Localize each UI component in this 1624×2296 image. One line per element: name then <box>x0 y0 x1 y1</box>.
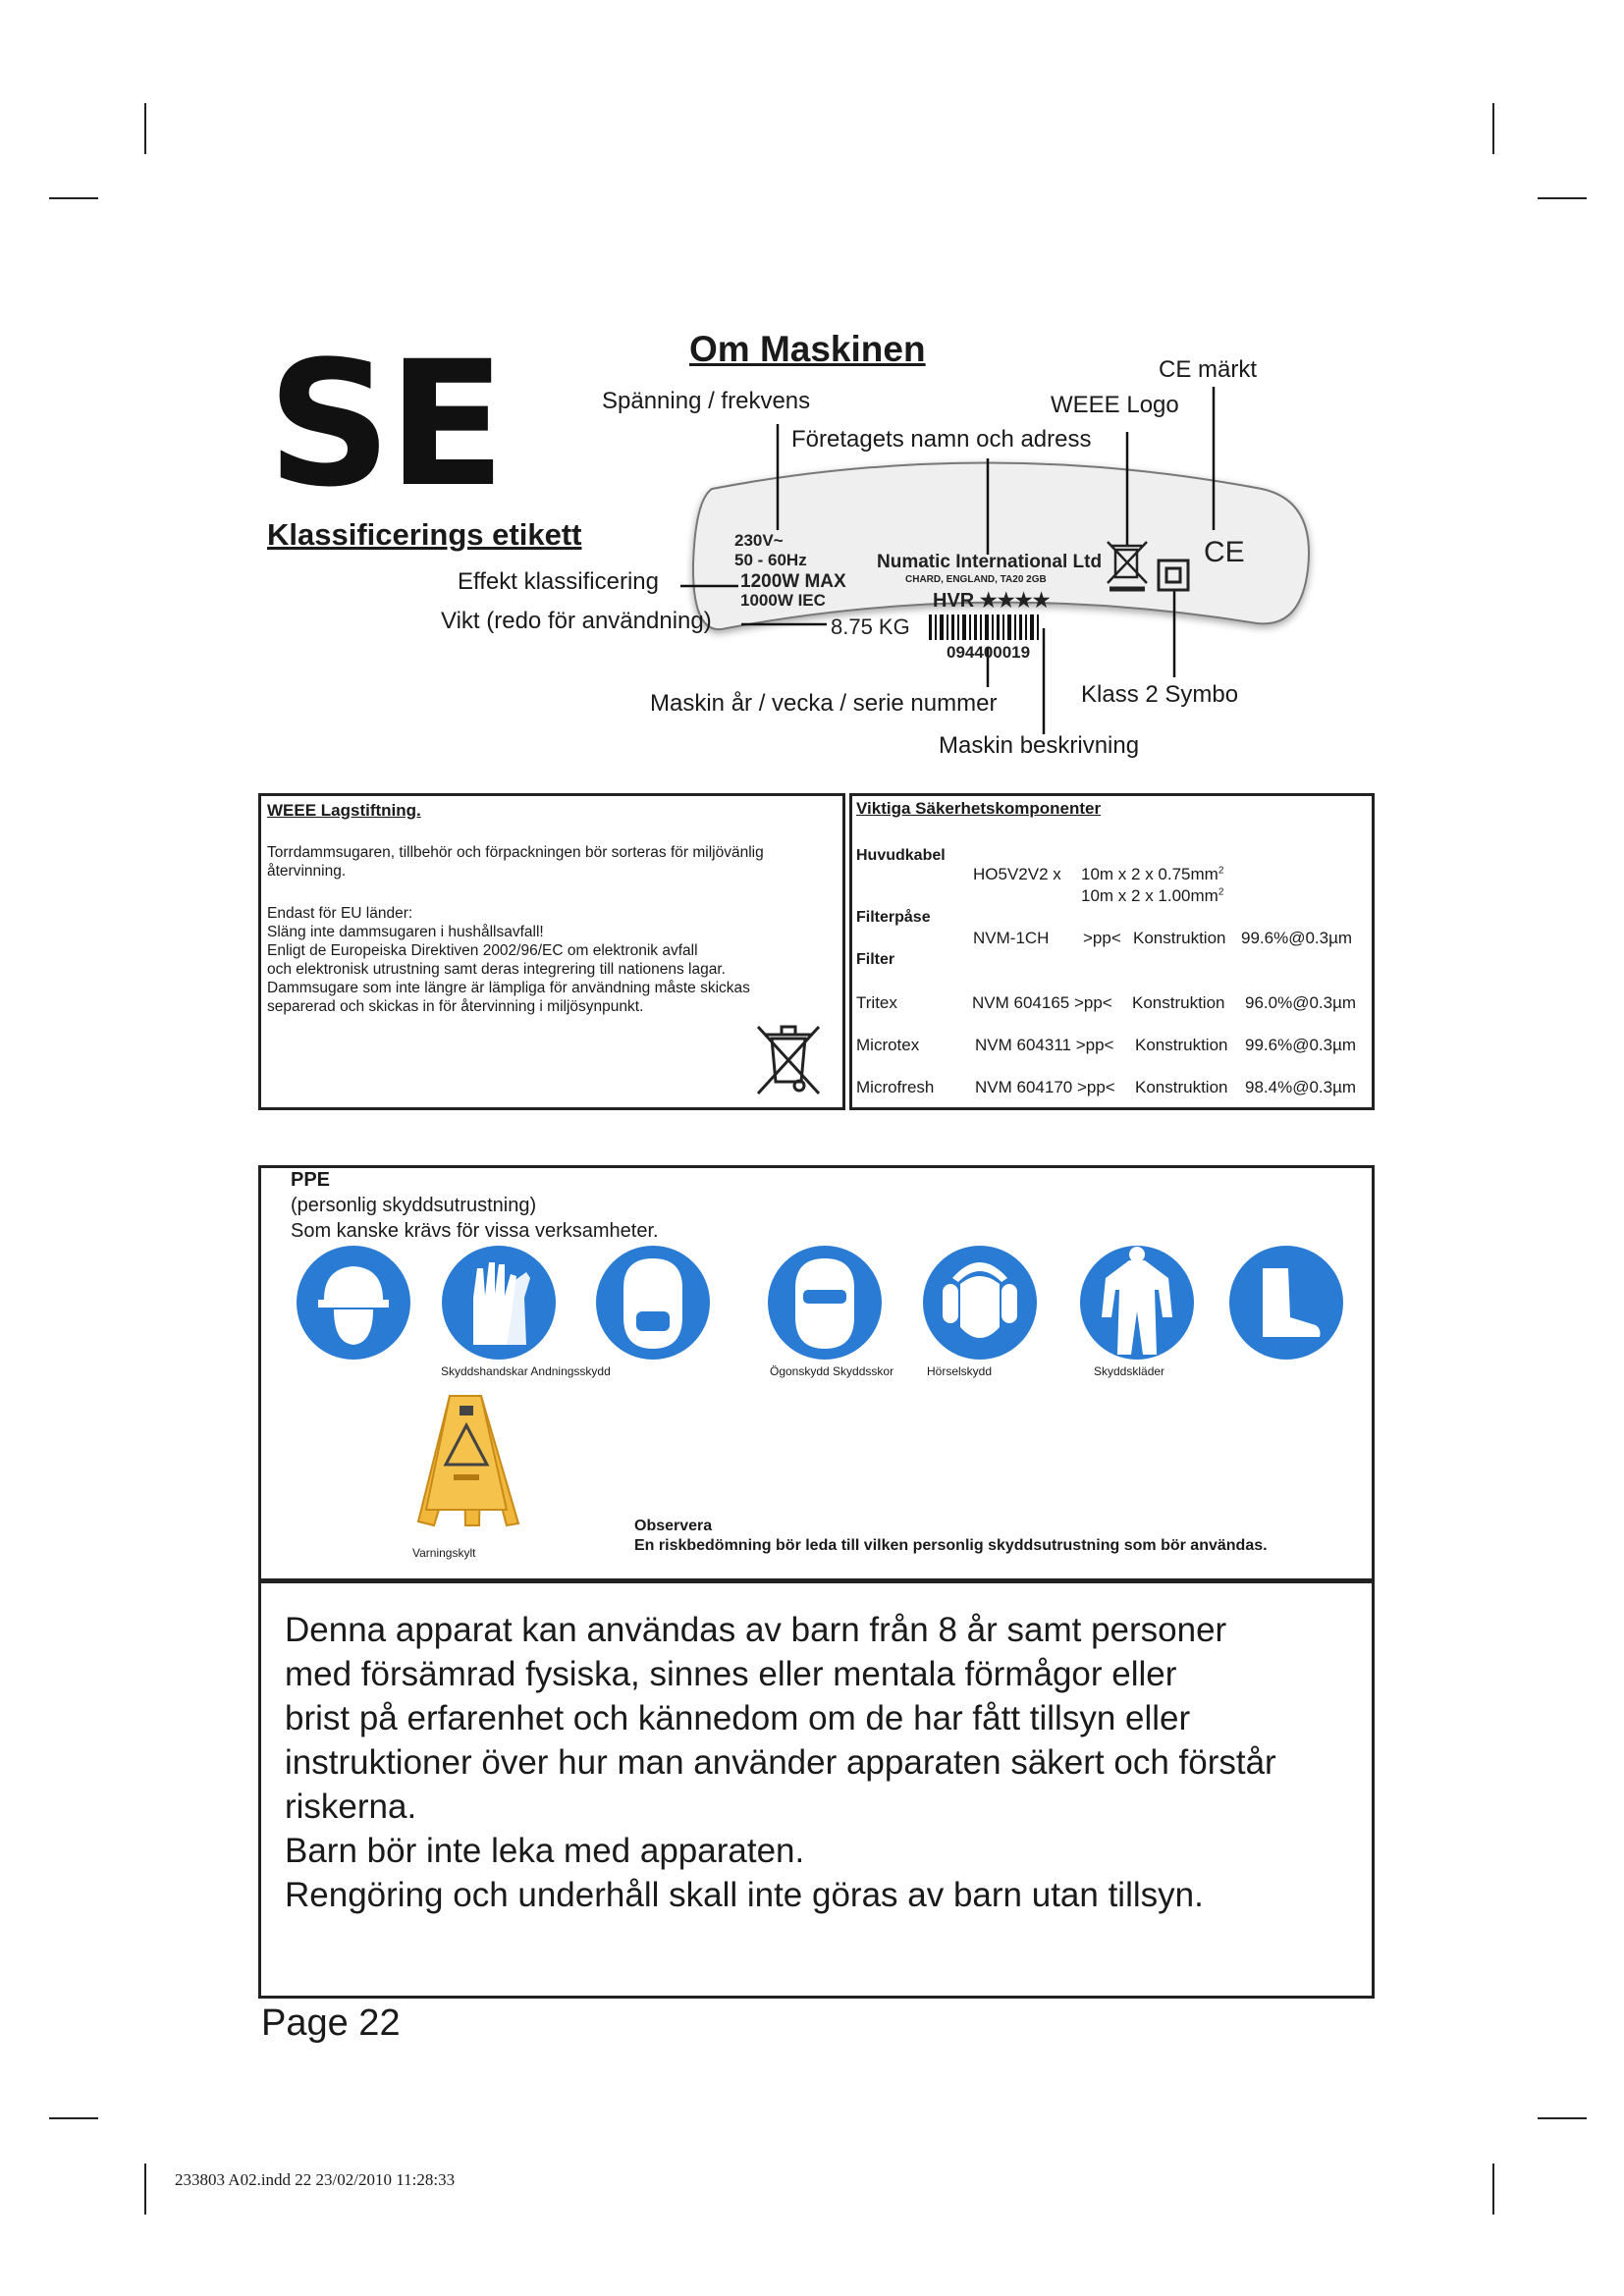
rating-plate-diagram <box>0 0 1624 785</box>
crop-mark <box>1538 2117 1587 2119</box>
plate-frequency: 50 - 60Hz <box>734 551 807 569</box>
safety-title: Viktiga Säkerhetskomponenter <box>856 799 1102 818</box>
language-code: SE <box>267 324 502 525</box>
ppe-subtitle: (personlig skyddsutrustning) <box>291 1195 537 1216</box>
warning-line: brist på erfarenhet och kännedom om de har fått tillsyn eller <box>285 1699 1191 1737</box>
main-cable-spec-2 <box>1081 886 1223 906</box>
crop-mark <box>144 2163 146 2215</box>
ppe-note: Som kanske krävs för vissa verksamheter. <box>291 1220 659 1242</box>
filter-bag-label: Filterpåse <box>856 909 931 926</box>
section-heading: Klassificerings etikett <box>267 517 582 552</box>
weee-line: Dammsugare som inte längre är lämpliga för användning måste skickas <box>267 980 750 996</box>
filter-bag-code: NVM-1CH <box>973 929 1050 947</box>
weee-paragraph-1 <box>267 843 837 881</box>
superscript: 2 <box>1218 865 1224 877</box>
main-cable-spec-1 <box>1081 865 1223 884</box>
weee-line: Enligt de Europeiska Direktiven 2002/96/EC om elektronik avfall <box>267 942 698 959</box>
plate-company: Numatic International Ltd <box>877 552 1103 572</box>
callout-description: Maskin beskrivning <box>939 732 1140 759</box>
spec-text: 10m x 2 x 0.75mm <box>1081 865 1218 883</box>
filter-row-code: NVM 604170 >pp< <box>975 1078 1115 1096</box>
superscript: 2 <box>1218 886 1224 898</box>
filter-row-construction: Konstruktion <box>1135 1078 1228 1096</box>
plate-max-power: 1200W MAX <box>740 571 846 592</box>
callout-ce-mark: CE märkt <box>1159 356 1258 383</box>
filter-bag-material: >pp< <box>1083 929 1121 947</box>
warning-text <box>285 1608 1384 1917</box>
filter-row-efficiency: 96.0%@0.3µm <box>1245 993 1357 1012</box>
safety-box <box>849 793 1375 1110</box>
callout-serial: Maskin år / vecka / serie nummer <box>650 690 998 717</box>
warning-line: riskerna. <box>285 1788 417 1826</box>
observe-title: Observera <box>634 1518 713 1534</box>
ppe-caption-group1: Skyddshandskar Andningsskydd <box>441 1364 611 1378</box>
callout-company: Företagets namn och adress <box>791 426 1092 453</box>
weee-line: Släng inte dammsugaren i hushållsavfall! <box>267 924 544 940</box>
ppe-caption-group3: Skyddskläder <box>1094 1364 1165 1378</box>
filter-row-code: NVM 604311 >pp< <box>975 1036 1114 1054</box>
crop-mark <box>1492 2163 1494 2215</box>
weee-line: och elektronisk utrustning samt deras integrering till nationens lagar. <box>267 961 726 978</box>
warning-line: instruktioner över hur man använder apparaten säkert och förstår <box>285 1743 1276 1782</box>
ppe-caption-group2b: Hörselskydd <box>927 1364 993 1378</box>
filter-row-name: Tritex <box>856 993 897 1012</box>
warning-sign-icon <box>410 1392 523 1539</box>
warning-line: Denna apparat kan användas av barn från 8 år samt personer <box>285 1611 1227 1649</box>
filter-row-name: Microfresh <box>856 1078 935 1096</box>
filter-label: Filter <box>856 951 895 968</box>
filter-row-construction: Konstruktion <box>1132 993 1225 1012</box>
filter-row-construction: Konstruktion <box>1135 1036 1228 1054</box>
ppe-title: PPE <box>291 1169 331 1191</box>
callout-weight: Vikt (redo för användning) <box>441 608 712 634</box>
callout-power-rating: Effekt klassificering <box>458 568 659 595</box>
filter-bag-efficiency: 99.6%@0.3µm <box>1241 929 1353 947</box>
filter-row-name: Microtex <box>856 1036 920 1054</box>
plate-address: CHARD, ENGLAND, TA20 2GB <box>905 574 1047 585</box>
weee-title: WEEE Lagstiftning. <box>267 801 421 820</box>
print-footer: 233803 A02.indd 22 23/02/2010 11:28:33 <box>175 2170 456 2189</box>
barcode <box>929 614 1039 640</box>
main-cable-label: Huvudkabel <box>856 847 946 864</box>
ppe-icons <box>285 1239 1365 1366</box>
filter-row-efficiency: 98.4%@0.3µm <box>1245 1078 1357 1096</box>
crop-mark <box>49 2117 98 2119</box>
observe-text: En riskbedömning bör leda till vilken personlig skyddsutrustning som bör användas. <box>634 1537 1268 1554</box>
plate-model: HVR ★★★★ <box>933 590 1051 612</box>
page-title: Om Maskinen <box>689 329 926 369</box>
filter-bag-construction: Konstruktion <box>1133 929 1226 947</box>
plate-iec-power: 1000W IEC <box>740 591 826 610</box>
crossed-bin-icon <box>754 1021 823 1101</box>
filter-row-efficiency: 99.6%@0.3µm <box>1245 1036 1357 1054</box>
warning-line: med försämrad fysiska, sinnes eller mentala förmågor eller <box>285 1655 1177 1693</box>
callout-class2: Klass 2 Symbo <box>1081 681 1239 708</box>
callout-weee-logo: WEEE Logo <box>1051 392 1179 418</box>
spec-text: 10m x 2 x 1.00mm <box>1081 886 1218 905</box>
filter-row-code: NVM 604165 >pp< <box>972 993 1112 1012</box>
plate-weight: 8.75 KG <box>831 614 910 639</box>
weee-paragraph-2 <box>267 904 837 1016</box>
weee-line: återvinning. <box>267 863 347 880</box>
weee-line: separerad och skickas in för återvinning i miljösynpunkt. <box>267 998 644 1015</box>
warning-line: Barn bör inte leka med apparaten. <box>285 1832 805 1870</box>
callout-voltage: Spänning / frekvens <box>602 388 811 414</box>
weee-line: Torrdammsugaren, tillbehör och förpackningen bör sorteras för miljövänlig <box>267 844 764 861</box>
warning-line: Rengöring och underhåll skall inte göras av barn utan tillsyn. <box>285 1876 1204 1914</box>
plate-voltage: 230V~ <box>734 531 784 550</box>
page-number: Page 22 <box>261 2002 401 2044</box>
main-cable-type: HO5V2V2 x <box>973 865 1061 883</box>
warning-sign-caption: Varningskylt <box>412 1546 476 1560</box>
plate-ce-mark: CE <box>1204 536 1245 568</box>
weee-line: Endast för EU länder: <box>267 905 413 922</box>
plate-serial: 094400019 <box>947 643 1031 662</box>
ppe-caption-group2: Ögonskydd Skyddsskor <box>770 1364 894 1378</box>
